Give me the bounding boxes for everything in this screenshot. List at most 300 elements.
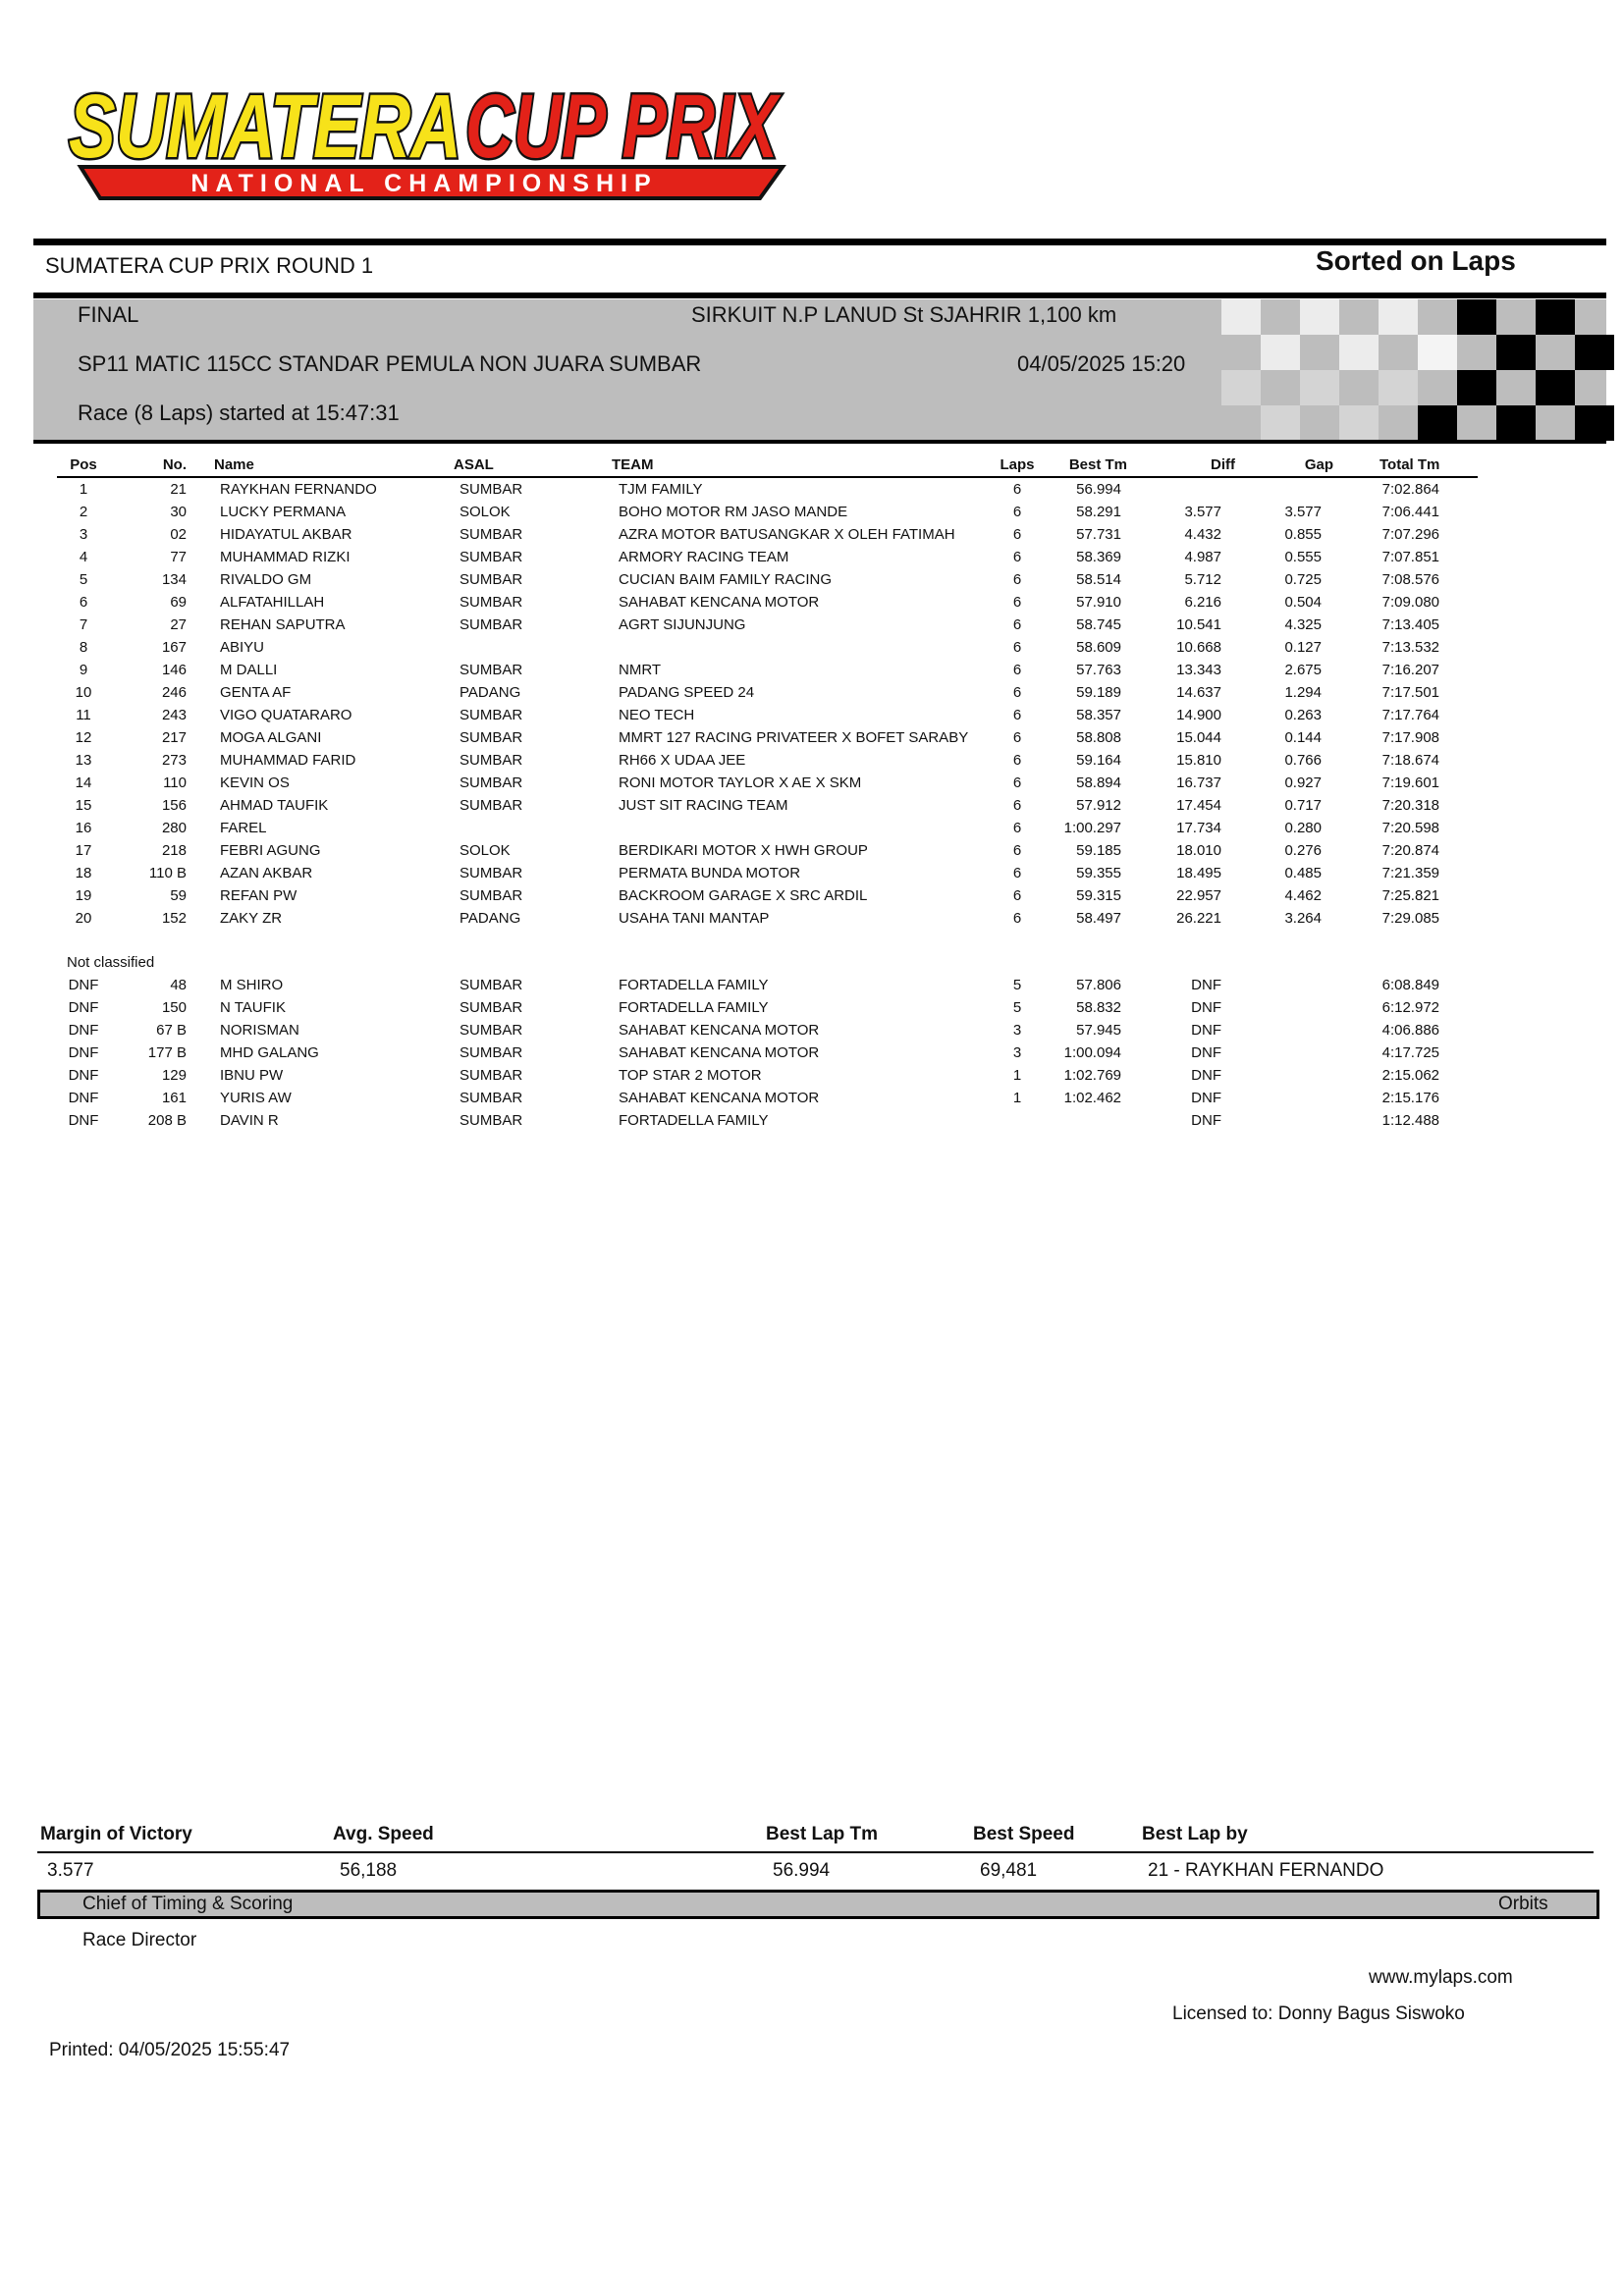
cell-pos: 18 (75, 865, 92, 881)
cell-name: NORISMAN (220, 1022, 299, 1039)
cell-total: 7:17.908 (1381, 729, 1439, 746)
cell-pos: 6 (79, 594, 88, 611)
cell-team: SAHABAT KENCANA MOTOR (619, 1090, 820, 1106)
table-row (0, 1112, 1623, 1135)
cell-no: 208 B (147, 1112, 187, 1129)
col-asal: ASAL (454, 456, 494, 473)
cell-total: 7:18.674 (1381, 752, 1439, 769)
table-row (0, 662, 1623, 684)
cell-laps: 6 (1012, 729, 1022, 746)
cell-diff: DNF (1191, 977, 1221, 993)
cell-best: 59.185 (1076, 842, 1121, 859)
orbits-label: Orbits (1498, 1894, 1548, 1914)
checker-square (1339, 405, 1379, 441)
table-row (0, 549, 1623, 571)
checker-square (1300, 299, 1339, 335)
cell-pos: DNF (68, 1067, 99, 1084)
cell-laps: 6 (1012, 662, 1022, 678)
checker-square (1339, 335, 1379, 370)
cell-pos: DNF (68, 999, 99, 1016)
printed-timestamp: Printed: 04/05/2025 15:55:47 (49, 2040, 291, 2060)
cell-diff: 14.637 (1176, 684, 1221, 701)
cell-asal: SUMBAR (460, 571, 523, 588)
col-diff: Diff (1211, 456, 1235, 473)
cell-gap: 3.577 (1284, 504, 1322, 520)
col-team: TEAM (612, 456, 654, 473)
cell-diff: 14.900 (1176, 707, 1221, 723)
cell-pos: 3 (79, 526, 88, 543)
cell-total: 7:17.764 (1381, 707, 1439, 723)
cell-total: 1:12.488 (1381, 1112, 1439, 1129)
cell-name: AZAN AKBAR (220, 865, 313, 881)
cell-total: 7:07.296 (1381, 526, 1439, 543)
cell-best: 58.745 (1076, 616, 1121, 633)
checker-square (1536, 370, 1575, 405)
cell-name: AHMAD TAUFIK (220, 797, 329, 814)
cell-laps: 6 (1012, 752, 1022, 769)
cell-team: RH66 X UDAA JEE (619, 752, 746, 769)
cell-name: REHAN SAPUTRA (220, 616, 346, 633)
cell-gap: 0.725 (1284, 571, 1322, 588)
cell-best: 59.355 (1076, 865, 1121, 881)
cell-best: 57.912 (1076, 797, 1121, 814)
table-row (0, 977, 1623, 999)
checker-square (1379, 370, 1418, 405)
cell-team: RONI MOTOR TAYLOR X AE X SKM (619, 774, 862, 791)
cell-laps: 6 (1012, 774, 1022, 791)
cell-laps: 6 (1012, 684, 1022, 701)
cell-team: PADANG SPEED 24 (619, 684, 755, 701)
cell-gap: 4.325 (1284, 616, 1322, 633)
cell-pos: DNF (68, 1044, 99, 1061)
cell-team: BOHO MOTOR RM JASO MANDE (619, 504, 848, 520)
cell-team: AZRA MOTOR BATUSANGKAR X OLEH FATIMAH (619, 526, 955, 543)
cell-diff: 10.668 (1176, 639, 1221, 656)
not-classified-label: Not classified (67, 954, 155, 971)
cell-asal: SUMBAR (460, 1090, 523, 1106)
cell-team: AGRT SIJUNJUNG (619, 616, 746, 633)
cell-total: 7:17.501 (1381, 684, 1439, 701)
cell-diff: 18.010 (1176, 842, 1221, 859)
table-row (0, 616, 1623, 639)
cell-gap: 2.675 (1284, 662, 1322, 678)
cell-diff: 10.541 (1176, 616, 1221, 633)
cell-total: 7:07.851 (1381, 549, 1439, 565)
checker-square (1457, 370, 1496, 405)
cell-pos: 2 (79, 504, 88, 520)
cell-asal: SUMBAR (460, 887, 523, 904)
col-pos: Pos (70, 456, 97, 473)
cell-asal: SUMBAR (460, 707, 523, 723)
cell-asal: SUMBAR (460, 752, 523, 769)
cell-pos: 17 (75, 842, 92, 859)
checker-square (1300, 370, 1339, 405)
cell-name: RAYKHAN FERNANDO (220, 481, 377, 498)
checker-square (1496, 335, 1536, 370)
cell-laps: 6 (1012, 594, 1022, 611)
cell-name: IBNU PW (220, 1067, 284, 1084)
sumatera-cup-prix-logo (61, 51, 787, 208)
cell-team: FORTADELLA FAMILY (619, 977, 769, 993)
cell-laps: 3 (1012, 1022, 1022, 1039)
cell-team: TJM FAMILY (619, 481, 703, 498)
cell-no: 218 (161, 842, 187, 859)
cell-name: ZAKY ZR (220, 910, 283, 927)
table-row (0, 481, 1623, 504)
best-speed-label: Best Speed (973, 1824, 1075, 1844)
cell-gap: 1.294 (1284, 684, 1322, 701)
cell-total: 6:08.849 (1381, 977, 1439, 993)
cell-diff: DNF (1191, 1067, 1221, 1084)
cell-best: 58.369 (1076, 549, 1121, 565)
table-row (0, 639, 1623, 662)
cell-asal: SUMBAR (460, 1044, 523, 1061)
cell-name: FEBRI AGUNG (220, 842, 321, 859)
cell-total: 7:02.864 (1381, 481, 1439, 498)
cell-best: 58.291 (1076, 504, 1121, 520)
cell-team: USAHA TANI MANTAP (619, 910, 770, 927)
col-best: Best Tm (1068, 456, 1127, 473)
cell-no: 243 (161, 707, 187, 723)
cell-no: 67 B (156, 1022, 187, 1039)
table-row (0, 526, 1623, 549)
cell-pos: 11 (76, 707, 91, 723)
cell-best: 1:00.297 (1063, 820, 1121, 836)
cell-diff: 3.577 (1184, 504, 1221, 520)
cell-gap: 4.462 (1284, 887, 1322, 904)
cell-laps: 1 (1012, 1067, 1022, 1084)
cell-laps: 6 (1012, 707, 1022, 723)
cell-name: MUHAMMAD FARID (220, 752, 356, 769)
table-row (0, 910, 1623, 933)
table-row (0, 729, 1623, 752)
cell-best: 56.994 (1076, 481, 1121, 498)
cell-no: 27 (170, 616, 187, 633)
cell-asal: PADANG (460, 684, 521, 701)
cell-total: 2:15.176 (1381, 1090, 1439, 1106)
col-total: Total Tm (1380, 456, 1440, 473)
sort-label: Sorted on Laps (1316, 245, 1516, 276)
date-time: 04/05/2025 15:20 (1017, 351, 1186, 376)
cell-best: 57.806 (1076, 977, 1121, 993)
cell-team: FORTADELLA FAMILY (619, 1112, 769, 1129)
cell-pos: 13 (75, 752, 92, 769)
cell-gap: 0.927 (1284, 774, 1322, 791)
cell-laps: 6 (1012, 820, 1022, 836)
table-row (0, 1044, 1623, 1067)
cell-pos: DNF (68, 1112, 99, 1129)
cell-gap: 0.855 (1284, 526, 1322, 543)
cell-laps: 6 (1012, 481, 1022, 498)
cell-total: 7:08.576 (1381, 571, 1439, 588)
footer-rule (37, 1851, 1594, 1853)
cell-name: DAVIN R (220, 1112, 279, 1129)
cell-total: 7:16.207 (1381, 662, 1439, 678)
cell-team: BACKROOM GARAGE X SRC ARDIL (619, 887, 868, 904)
cell-name: MOGA ALGANI (220, 729, 322, 746)
cell-name: ALFATAHILLAH (220, 594, 325, 611)
cell-pos: 19 (75, 887, 92, 904)
cell-best: 58.609 (1076, 639, 1121, 656)
cell-laps: 6 (1012, 865, 1022, 881)
round-title: SUMATERA CUP PRIX ROUND 1 (45, 253, 374, 278)
cell-pos: 15 (75, 797, 92, 814)
cell-best: 58.894 (1076, 774, 1121, 791)
cell-laps: 1 (1012, 1090, 1022, 1106)
cell-asal: SUMBAR (460, 662, 523, 678)
table-row (0, 707, 1623, 729)
cell-pos: 10 (75, 684, 92, 701)
cell-asal: SUMBAR (460, 797, 523, 814)
cell-total: 7:09.080 (1381, 594, 1439, 611)
cell-laps: 6 (1012, 571, 1022, 588)
cell-best: 57.945 (1076, 1022, 1121, 1039)
cell-gap: 0.485 (1284, 865, 1322, 881)
cell-total: 7:06.441 (1381, 504, 1439, 520)
cell-name: REFAN PW (220, 887, 298, 904)
session-band (33, 299, 1606, 440)
cell-best: 1:02.462 (1063, 1090, 1121, 1106)
cell-team: TOP STAR 2 MOTOR (619, 1067, 762, 1084)
cell-best: 57.910 (1076, 594, 1121, 611)
cell-pos: 16 (75, 820, 92, 836)
cell-no: 59 (170, 887, 187, 904)
cell-no: 152 (161, 910, 187, 927)
cell-team: PERMATA BUNDA MOTOR (619, 865, 801, 881)
cell-team: NEO TECH (619, 707, 695, 723)
cell-total: 7:29.085 (1381, 910, 1439, 927)
checker-square (1575, 405, 1614, 441)
cell-team: MMRT 127 RACING PRIVATEER X BOFET SARABY (619, 729, 969, 746)
cell-no: 129 (161, 1067, 187, 1084)
cell-gap: 0.504 (1284, 594, 1322, 611)
cell-total: 4:17.725 (1381, 1044, 1439, 1061)
cell-asal: SUMBAR (460, 1112, 523, 1129)
table-row (0, 594, 1623, 616)
best-speed-value: 69,481 (980, 1860, 1038, 1881)
checker-square (1261, 405, 1300, 441)
checker-square (1418, 405, 1457, 441)
table-row (0, 571, 1623, 594)
cell-no: 273 (161, 752, 187, 769)
cell-laps: 6 (1012, 842, 1022, 859)
race-director-label: Race Director (82, 1930, 197, 1950)
cell-name: M SHIRO (220, 977, 284, 993)
cell-pos: 20 (75, 910, 92, 927)
cell-laps: 6 (1012, 887, 1022, 904)
cell-diff: DNF (1191, 999, 1221, 1016)
cell-name: M DALLI (220, 662, 278, 678)
checkered-flag-graphic (1221, 299, 1614, 440)
cell-diff: DNF (1191, 1022, 1221, 1039)
cell-laps: 5 (1012, 977, 1022, 993)
cell-no: 161 (161, 1090, 187, 1106)
cell-total: 7:20.874 (1381, 842, 1439, 859)
cell-asal: SUMBAR (460, 1067, 523, 1084)
table-row (0, 774, 1623, 797)
table-row (0, 842, 1623, 865)
cell-no: 110 B (148, 865, 187, 881)
cell-laps: 6 (1012, 549, 1022, 565)
race-info: Race (8 Laps) started at 15:47:31 (78, 400, 400, 425)
best-lap-label: Best Lap Tm (766, 1824, 879, 1844)
logo-subtitle: NATIONAL CHAMPIONSHIP (190, 170, 658, 197)
cell-best: 58.514 (1076, 571, 1121, 588)
cell-team: JUST SIT RACING TEAM (619, 797, 788, 814)
band-top-rule (33, 293, 1606, 298)
cell-total: 7:20.598 (1381, 820, 1439, 836)
margin-value: 3.577 (47, 1860, 94, 1881)
cell-name: MHD GALANG (220, 1044, 319, 1061)
cell-team: ARMORY RACING TEAM (619, 549, 789, 565)
checker-square (1221, 299, 1261, 335)
cell-best: 59.189 (1076, 684, 1121, 701)
cell-pos: 7 (79, 616, 88, 633)
cell-team: NMRT (619, 662, 662, 678)
cell-pos: 14 (75, 774, 92, 791)
cell-diff: 15.810 (1176, 752, 1221, 769)
cell-diff: 18.495 (1176, 865, 1221, 881)
licensed-to: Licensed to: Donny Bagus Siswoko (1172, 2003, 1465, 2024)
chief-timing-label: Chief of Timing & Scoring (82, 1894, 294, 1914)
cell-gap: 0.555 (1284, 549, 1322, 565)
cell-asal: SUMBAR (460, 774, 523, 791)
cell-no: 217 (161, 729, 187, 746)
cell-total: 7:25.821 (1381, 887, 1439, 904)
cell-no: 156 (161, 797, 187, 814)
cell-total: 4:06.886 (1381, 1022, 1439, 1039)
cell-best: 58.808 (1076, 729, 1121, 746)
cell-best: 57.763 (1076, 662, 1121, 678)
cell-best: 58.497 (1076, 910, 1121, 927)
cell-pos: 5 (79, 571, 88, 588)
cell-gap: 0.276 (1284, 842, 1322, 859)
cell-no: 246 (161, 684, 187, 701)
cell-asal: SUMBAR (460, 999, 523, 1016)
cell-pos: DNF (68, 1022, 99, 1039)
checker-square (1261, 335, 1300, 370)
cell-no: 69 (170, 594, 187, 611)
checker-square (1221, 370, 1261, 405)
cell-no: 146 (161, 662, 187, 678)
cell-team: FORTADELLA FAMILY (619, 999, 769, 1016)
cell-diff: DNF (1191, 1090, 1221, 1106)
cell-asal: SUMBAR (460, 1022, 523, 1039)
cell-no: 150 (161, 999, 187, 1016)
cell-gap: 0.127 (1284, 639, 1322, 656)
table-row (0, 797, 1623, 820)
cell-asal: SUMBAR (460, 616, 523, 633)
mylaps-url: www.mylaps.com (1369, 1967, 1513, 1988)
avg-speed-label: Avg. Speed (333, 1824, 434, 1844)
cell-asal: SUMBAR (460, 481, 523, 498)
cell-total: 7:13.532 (1381, 639, 1439, 656)
cell-name: VIGO QUATARARO (220, 707, 352, 723)
cell-best: 58.832 (1076, 999, 1121, 1016)
cell-total: 2:15.062 (1381, 1067, 1439, 1084)
cell-no: 110 (163, 774, 187, 791)
cell-diff: DNF (1191, 1044, 1221, 1061)
cell-asal: SOLOK (460, 504, 511, 520)
cell-total: 7:21.359 (1381, 865, 1439, 881)
cell-pos: 1 (79, 481, 88, 498)
cell-team: BERDIKARI MOTOR X HWH GROUP (619, 842, 868, 859)
cell-best: 59.315 (1076, 887, 1121, 904)
cell-laps: 5 (1012, 999, 1022, 1016)
cell-name: N TAUFIK (220, 999, 286, 1016)
class-name: SP11 MATIC 115CC STANDAR PEMULA NON JUARA SUMBAR (78, 351, 702, 376)
checker-square (1496, 405, 1536, 441)
cell-pos: DNF (68, 1090, 99, 1106)
cell-asal: SOLOK (460, 842, 511, 859)
cell-diff: 6.216 (1184, 594, 1221, 611)
cell-laps: 6 (1012, 910, 1022, 927)
cell-name: FAREL (220, 820, 267, 836)
cell-name: MUHAMMAD RIZKI (220, 549, 351, 565)
cell-best: 58.357 (1076, 707, 1121, 723)
checker-square (1418, 335, 1457, 370)
cell-asal: SUMBAR (460, 865, 523, 881)
cell-name: GENTA AF (220, 684, 292, 701)
logo-cup-prix: CUP PRIX (465, 77, 782, 177)
cell-laps: 6 (1012, 526, 1022, 543)
cell-no: 21 (170, 481, 187, 498)
cell-asal: SUMBAR (460, 729, 523, 746)
cell-best: 1:02.769 (1063, 1067, 1121, 1084)
best-lap-value: 56.994 (773, 1860, 831, 1881)
cell-diff: 13.343 (1176, 662, 1221, 678)
cell-total: 7:20.318 (1381, 797, 1439, 814)
checker-square (1457, 299, 1496, 335)
cell-no: 30 (170, 504, 187, 520)
table-row (0, 684, 1623, 707)
cell-gap: 0.144 (1284, 729, 1322, 746)
cell-team: SAHABAT KENCANA MOTOR (619, 1022, 820, 1039)
cell-gap: 0.280 (1284, 820, 1322, 836)
circuit-name: SIRKUIT N.P LANUD St SJAHRIR 1,100 km (691, 302, 1117, 327)
table-row (0, 752, 1623, 774)
cell-no: 177 B (147, 1044, 187, 1061)
cell-total: 7:13.405 (1381, 616, 1439, 633)
cell-no: 167 (161, 639, 187, 656)
table-row (0, 865, 1623, 887)
cell-diff: 26.221 (1176, 910, 1221, 927)
cell-diff: 16.737 (1176, 774, 1221, 791)
cell-name: LUCKY PERMANA (220, 504, 347, 520)
col-name: Name (214, 456, 254, 473)
checker-square (1536, 299, 1575, 335)
cell-best: 57.731 (1076, 526, 1121, 543)
col-no: No. (162, 456, 187, 473)
cell-diff: 17.454 (1176, 797, 1221, 814)
checker-square (1575, 335, 1614, 370)
col-laps: Laps (1000, 456, 1035, 473)
cell-diff: 5.712 (1184, 571, 1221, 588)
best-lap-by-value: 21 - RAYKHAN FERNANDO (1148, 1860, 1384, 1881)
cell-name: HIDAYATUL AKBAR (220, 526, 352, 543)
results-header-row (0, 456, 1623, 478)
cell-diff: 4.987 (1184, 549, 1221, 565)
cell-laps: 6 (1012, 639, 1022, 656)
cell-asal: PADANG (460, 910, 521, 927)
cell-team: SAHABAT KENCANA MOTOR (619, 594, 820, 611)
cell-total: 7:19.601 (1381, 774, 1439, 791)
cell-laps: 6 (1012, 797, 1022, 814)
session-name: FINAL (78, 302, 139, 327)
cell-laps: 3 (1012, 1044, 1022, 1061)
cell-best: 1:00.094 (1063, 1044, 1121, 1061)
cell-diff: 4.432 (1184, 526, 1221, 543)
